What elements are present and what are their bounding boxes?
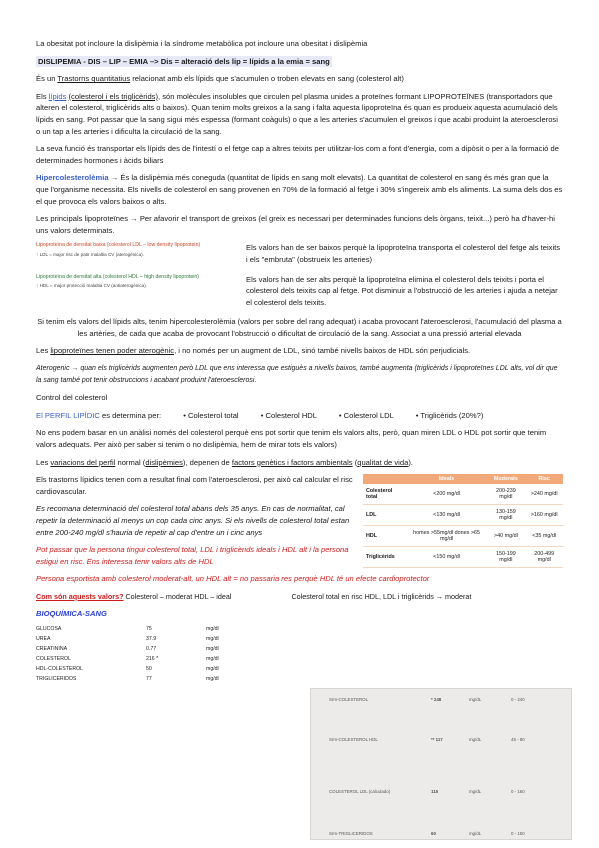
table-row bbox=[363, 526, 563, 547]
table-cell: mg/dl bbox=[206, 655, 219, 662]
table-cell: 37.9 bbox=[146, 635, 157, 642]
scan-range: 0 - 150 bbox=[511, 831, 525, 836]
ldl-figure-caption: ↑ LDL = major risc de patir malaltia CV (aterogènica). bbox=[36, 251, 144, 257]
table-row bbox=[36, 654, 225, 664]
table-row bbox=[363, 484, 563, 505]
lipid-profile bbox=[36, 410, 563, 422]
recommendation-paragraph: Es recomana determinació del colesterol total abans dels 35 anys. En cas de normalitat, cal repetir la determinació al menys un cop cada cinc anys. Si els nivells de colesterol total estan entre 200-240 mg/dl s'hauria de repetir al cap d'entre un i cinc anys bbox=[36, 504, 350, 537]
text-span: Les bbox=[36, 457, 51, 467]
table-row bbox=[36, 674, 225, 684]
biochemistry-table bbox=[36, 624, 225, 684]
table-cell: mg/dl bbox=[206, 665, 219, 672]
table-cell: GLUCOSA bbox=[36, 625, 62, 632]
table-cell: <130 mg/dl bbox=[407, 505, 487, 526]
table-row bbox=[36, 664, 225, 674]
scan-value: * 248 bbox=[431, 697, 442, 702]
term-colesterol: (colesterol i els triglicèrids) bbox=[68, 91, 158, 101]
control-title: Control del colesterol bbox=[36, 393, 108, 403]
text-span: És un bbox=[36, 74, 58, 84]
question-right: Colesterol total en risc HDL, LDL i triglicèrids → moderat bbox=[291, 591, 472, 601]
hdl-text: Els valors han de ser alts perquè la lipoproteïna elimina el colesterol dels teixits i porta el colesterol dels teixits cap al fetge. Pot disminuir a l'obstrucció de les arteries i ajuda a netejar el colesterol dels teixits. bbox=[246, 274, 558, 307]
hdl-section bbox=[36, 274, 563, 309]
text-span: relacionat amb els lípids que s'acumulen o troben elevats en sang (colesterol alt) bbox=[130, 74, 404, 84]
hdl-figure-caption: ↑ HDL = major protecció malaltia CV (antiaterogènica). bbox=[36, 282, 148, 288]
lipid-values-table bbox=[363, 474, 563, 568]
dislipemia-definition bbox=[36, 56, 563, 68]
table-cell: <35 mg/dl bbox=[525, 526, 563, 547]
risk-section bbox=[36, 474, 563, 573]
text-span: Les bbox=[36, 346, 51, 356]
table-header: Risc bbox=[525, 474, 563, 484]
term-lipids: lípids bbox=[48, 91, 67, 101]
table-cell: CREATININA bbox=[36, 645, 68, 652]
text-span: ). bbox=[408, 457, 413, 467]
table-cell: 216 * bbox=[146, 655, 159, 662]
lipids-paragraph bbox=[36, 91, 563, 137]
text-span: → És la dislipèmia més coneguda (quantitat de lípids en sang molt elevats). La quantitat de colesterol en sang és més gran que la que l'organisme necessita. Els nivells de colesterol en sang provenen en 70% de la formació al fetge i 30% s'ingereix amb els aliments. La suma dels dos es el que provoca els valors baixos o alts. bbox=[36, 173, 563, 206]
term-perfil-lipidic: El PERFIL LIPÍDIC bbox=[36, 410, 100, 420]
table-row bbox=[36, 634, 225, 644]
profile-item: • Triglicèrids (20%?) bbox=[415, 410, 484, 420]
sport-note: Persona esportista amb colesterol moderat-alt, un HDL alt = no passaria res perquè HDL té un efecte cardioprotector bbox=[36, 574, 430, 584]
scan-value: 60 bbox=[431, 831, 436, 836]
table-cell: 50 bbox=[146, 665, 152, 672]
scan-unit: mg/dL bbox=[469, 697, 482, 702]
profile-item: • Colesterol total bbox=[183, 410, 239, 420]
table-cell: 150-199 mg/dl bbox=[486, 547, 525, 568]
table-cell: >240 mg/dl bbox=[525, 484, 563, 505]
scan-label: Srm-COLESTEROL HDL bbox=[329, 737, 378, 742]
dislipemia-line: DISLIPEMIA - DIS – LIP – EMIA –> Dis = alteració dels lip = lípids a la emia = sang bbox=[38, 56, 330, 66]
variations-paragraph bbox=[36, 457, 563, 469]
hypercholesterolemia-paragraph bbox=[36, 172, 563, 207]
table-cell: Colesterol total bbox=[363, 484, 407, 505]
risk-paragraph: Els trastorns lípidics tenen com a resultat final com l'ateroesclerosi, per això cal calcular el risc cardiovascular. bbox=[36, 475, 353, 496]
lab-report-scan bbox=[310, 688, 572, 840]
text-span: es determina per: bbox=[99, 410, 162, 420]
function-paragraph: La seva funció és transportar els lípids des de l'intestí o el fetge cap a altres teixits per utilitzar-los com a font d'energia, com a dipòsit o per a la formació de determinades hormones i àcids biliars bbox=[36, 144, 559, 165]
hdl-figure-title: Lipoproteïna de densitat alta (colesterol HDL – high density lipoprotein) bbox=[36, 273, 200, 280]
term-factors: factors genètics i factors ambientals bbox=[231, 457, 353, 467]
biochemistry-block bbox=[36, 609, 296, 684]
ldl-text: Els valors han de ser baixos perquè la lipoproteïna transporta el colesterol del fetge als teixits i els "embruta" (obstrueix les arteries) bbox=[246, 243, 561, 264]
table-cell: HDL bbox=[363, 526, 407, 547]
text-span: , i no només per un augment de LDL, sinó també nivells baixos de HDL són perjudicials. bbox=[174, 346, 471, 356]
scan-value: ** 117 bbox=[431, 737, 443, 742]
table-cell: <150 mg/dl bbox=[407, 547, 487, 568]
table-cell: 75 bbox=[146, 625, 152, 632]
atherosclerosis-paragraph: Si tenim els valors del lípids alts, tenim hipercolesterolèmia (valors per sobre del rang adequat) i acaba provocant l'ateroesclerosi, l'acumulació del plasma a les artèries, de cada que acaba de provocant l'obstrucció o dificultat de circulació de la sang. Associat a una pressió arterial elevada bbox=[37, 317, 562, 338]
hdl-figure bbox=[36, 274, 246, 289]
table-cell: 200-239 mg/dl bbox=[486, 484, 525, 505]
scan-label: Srm-COLESTEROL bbox=[329, 697, 369, 702]
profile-item: • Colesterol LDL bbox=[338, 410, 394, 420]
table-header: Ideals bbox=[407, 474, 487, 484]
term-qualitat: qualitat de vida bbox=[357, 457, 409, 467]
ldl-figure-title: Lipoproteïna de densitat baixa (colesterol LDL – low density lipoprotein) bbox=[36, 242, 201, 249]
text-span: normal ( bbox=[115, 457, 146, 467]
table-cell: 130-159 mg/dl bbox=[486, 505, 525, 526]
scan-range: 0 - 160 bbox=[511, 789, 525, 794]
ldl-figure bbox=[36, 242, 246, 257]
term-variacions: variacions del perfil bbox=[50, 457, 116, 467]
scan-range: 0 - 240 bbox=[511, 697, 525, 702]
table-cell: TRIGLICERIDOS bbox=[36, 675, 77, 682]
text-span: , són molècules insolubles que circulen pel plasma unides a proteïnes formant LIPOPROTEÏNES (transportadors que alteren el colesterol, triglicèrids alts o baixos). Quan tenim molts greixos a la sang i falta aquesta lipoproteïna és quan es produeix aquesta acumulació dels lípids en sang. Pot passar que la sang sigui més espessa (formant coàguls) o que a les arteries s'acumulen el greixos i que acabi produint la ateroesclerosi o un tap a les arteries i dificulta la circulació de la sang. bbox=[36, 91, 558, 136]
text-span: ), depenen de bbox=[182, 457, 232, 467]
text-span: ( bbox=[352, 457, 358, 467]
table-cell: 200-499 mg/dl bbox=[525, 547, 563, 568]
scan-label: Srm-TRIGLICERIDOS bbox=[329, 831, 373, 836]
table-cell: >160 mg/dl bbox=[525, 505, 563, 526]
analysis-paragraph: No ens podem basar en un anàlisi només del colesterol perquè ens pot sortir que tenim els valors alts, però, quan miren LDL o HDL pot sortir que tenim valors adequats. Per això per saber si tenim o no dislipèmia, hem de mirar tots els valors) bbox=[36, 428, 547, 450]
term-aterogenic: lipoproteïnes tenen poder aterogènic bbox=[50, 346, 175, 356]
term-trastorns: Trastorns quantitatius bbox=[57, 74, 131, 84]
table-row bbox=[36, 644, 225, 654]
atherogenic-note: Aterogenic → quan els triglicèrids augmenten però LDL que ens interessa que estiguès a nivells baixos, també augmenta (triglicèrids i lipoproteïnes LDL alts, vol dir que la sang també pot tenir obstruccions i acabant produint l'ateroesclerosi. bbox=[36, 365, 558, 384]
term-dislipemies: dislipèmies bbox=[145, 457, 183, 467]
values-question bbox=[36, 591, 563, 603]
scan-unit: mg/dL bbox=[469, 737, 482, 742]
table-cell: homes >55mg/dl dones >65 mg/dl bbox=[407, 526, 487, 547]
scan-unit: mg/dL bbox=[469, 789, 482, 794]
biochemistry-title: BIOQUÍMICA-SANG bbox=[36, 608, 107, 618]
scan-range: 45 - 80 bbox=[511, 737, 525, 742]
table-cell: >40 mg/dl bbox=[486, 526, 525, 547]
scan-label: COLESTEROL LDL (calculado) bbox=[329, 789, 391, 794]
table-cell: Triglicèrids bbox=[363, 547, 407, 568]
text-span: Els bbox=[36, 91, 49, 101]
lipoproteins-paragraph: Les principals lipoproteïnes → Per afavorir el transport de greixos (el greix es necessari per determinades funcions dels òrgans, teixit...) però ha d'haver-hi uns valors determinats. bbox=[36, 214, 555, 235]
scan-unit: mg/dL bbox=[469, 831, 482, 836]
table-cell: <200 mg/dl bbox=[407, 484, 487, 505]
table-row bbox=[36, 624, 225, 634]
risk-text bbox=[36, 474, 363, 573]
table-cell: 77 bbox=[146, 675, 152, 682]
table-header: Moderats bbox=[486, 474, 525, 484]
table-row bbox=[363, 505, 563, 526]
atherogenic-paragraph bbox=[36, 345, 563, 357]
risk-note: Pot passar que la persona tingui colesterol total, LDL i triglicèrids ideals i HDL alt i la persona estigui en risc. Ens interessa tenir valors alts de HDL bbox=[36, 545, 349, 566]
table-cell: mg/dl bbox=[206, 645, 219, 652]
table-cell: UREA bbox=[36, 635, 51, 642]
table-cell: COLESTEROL bbox=[36, 655, 71, 662]
question-title: Com són aquests valors? bbox=[36, 591, 124, 601]
scan-value: 115 bbox=[431, 789, 439, 794]
table-cell: HDL-COLESTEROL bbox=[36, 665, 83, 672]
table-header bbox=[363, 474, 407, 484]
table-cell: mg/dl bbox=[206, 675, 219, 682]
quantitative-paragraph bbox=[36, 73, 563, 85]
table-row bbox=[363, 547, 563, 568]
table-cell: 0.77 bbox=[146, 645, 157, 652]
question-left: Colesterol – moderat HDL – ideal bbox=[123, 591, 232, 601]
table-cell: mg/dl bbox=[206, 635, 219, 642]
table-cell: mg/dl bbox=[206, 625, 219, 632]
term-hipercolesterolemia: Hipercolesterolèmia bbox=[36, 173, 109, 183]
ldl-section bbox=[36, 242, 563, 265]
table-cell: LDL bbox=[363, 505, 407, 526]
profile-item: • Colesterol HDL bbox=[260, 410, 317, 420]
intro-paragraph: La obesitat pot incloure la dislipèmia i la síndrome metabòlica pot incloure una obesitat i dislipèmia bbox=[36, 39, 368, 48]
